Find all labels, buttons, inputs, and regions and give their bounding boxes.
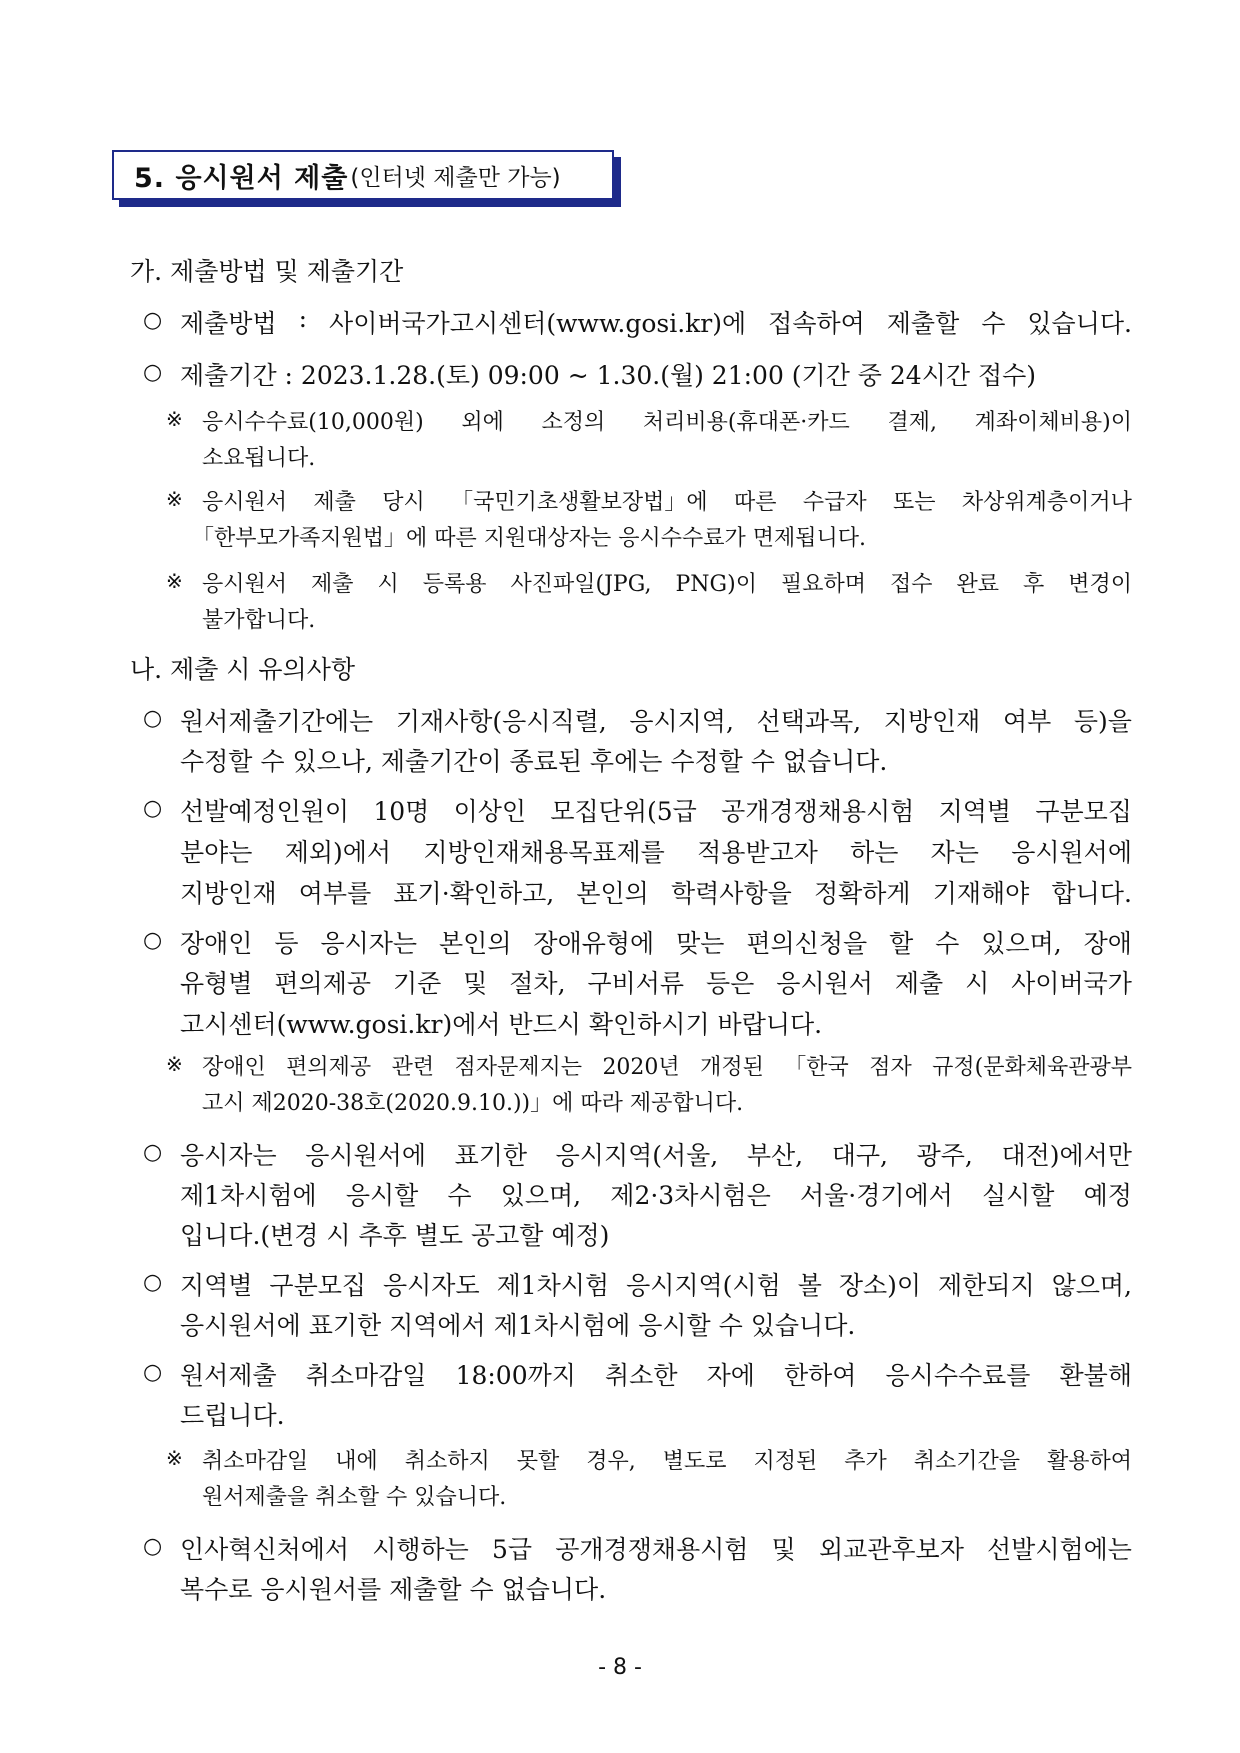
note-fee-line1: 응시수수료(10,000원) 외에 소정의 처리비용(휴대폰·카드 결제, 계좌이체비용)이	[202, 410, 1132, 435]
b7-line2: 복수로 응시원서를 제출할 수 없습니다.	[180, 1575, 607, 1604]
b4-line2: 제1차시험에 응시할 수 있으며, 제2·3차시험은 서울·경기에서 실시할 예정	[180, 1181, 1132, 1210]
note-exemption-line1: 응시원서 제출 당시 「국민기초생활보장법」에 따른 수급자 또는 차상위계층이거나	[202, 490, 1132, 515]
b2-line1: 선발예정인원이 10명 이상인 모집단위(5급 공개경쟁채용시험 지역별 구분모집	[180, 797, 1132, 826]
bullet-circle: ○	[143, 706, 163, 731]
section-heading-title: 5. 응시원서 제출	[134, 162, 349, 194]
b3-line3: 고시센터(www.gosi.kr)에서 반드시 확인하시기 바랍니다.	[180, 1010, 823, 1039]
b6-note-line1: 취소마감일 내에 취소하지 못할 경우, 별도로 지정된 추가 취소기간을 활용하여	[202, 1449, 1132, 1474]
note-fee-line2: 소요됩니다.	[202, 446, 316, 471]
bullet-circle: ○	[143, 1140, 163, 1165]
bullet-circle: ○	[143, 1534, 163, 1559]
b2-line2: 분야는 제외)에서 지방인재채용목표제를 적용받고자 하는 자는 응시원서에	[180, 838, 1132, 867]
bullet-circle: ○	[143, 360, 163, 385]
note-photo-line2: 불가합니다.	[202, 608, 316, 633]
b1-line1: 원서제출기간에는 기재사항(응시직렬, 응시지역, 선택과목, 지방인재 여부 등)을	[180, 707, 1132, 736]
bullet-circle: ○	[143, 308, 163, 333]
b7-line1: 인사혁신처에서 시행하는 5급 공개경쟁채용시험 및 외교관후보자 선발시험에는	[180, 1535, 1132, 1564]
page-number: - 8 -	[598, 1655, 642, 1680]
b6-line2: 드립니다.	[180, 1401, 285, 1430]
period-text: 제출기간 : 2023.1.28.(토) 09:00 ~ 1.30.(월) 21:00 (기간 중 24시간 접수)	[180, 361, 1037, 390]
bullet-circle: ○	[143, 796, 163, 821]
b2-line3: 지방인재 여부를 표기·확인하고, 본인의 학력사항을 정확하게 기재해야 합니다.	[180, 879, 1132, 908]
section-a-title: 가. 제출방법 및 제출기간	[130, 257, 404, 286]
bullet-circle: ○	[143, 928, 163, 953]
note-mark: ※	[166, 1446, 183, 1470]
note-mark: ※	[166, 487, 183, 511]
section-heading-box	[112, 150, 614, 200]
note-mark: ※	[166, 407, 183, 431]
b3-line2: 유형별 편의제공 기준 및 절차, 구비서류 등은 응시원서 제출 시 사이버국가	[180, 969, 1132, 998]
note-mark: ※	[166, 569, 183, 593]
b4-line1: 응시자는 응시원서에 표기한 응시지역(서울, 부산, 대구, 광주, 대전)에서만	[180, 1141, 1132, 1170]
method-text: 제출방법 : 사이버국가고시센터(www.gosi.kr)에 접속하여 제출할 수 있습니다.	[180, 304, 1132, 338]
bullet-circle: ○	[143, 1360, 163, 1385]
note-photo-line1: 응시원서 제출 시 등록용 사진파일(JPG, PNG)이 필요하며 접수 완료 후 변경이	[202, 572, 1132, 597]
b5-line1: 지역별 구분모집 응시자도 제1차시험 응시지역(시험 볼 장소)이 제한되지 않으며,	[180, 1271, 1132, 1300]
b6-note-line2: 원서제출을 취소할 수 있습니다.	[202, 1485, 507, 1510]
note-mark: ※	[166, 1052, 183, 1076]
b5-line2: 응시원서에 표기한 지역에서 제1차시험에 응시할 수 있습니다.	[180, 1311, 856, 1340]
section-heading-subtitle: (인터넷 제출만 가능)	[350, 164, 561, 191]
b6-line1: 원서제출 취소마감일 18:00까지 취소한 자에 한하여 응시수수료를 환불해	[180, 1361, 1132, 1390]
bullet-circle: ○	[143, 1270, 163, 1295]
section-b-title: 나. 제출 시 유의사항	[130, 655, 355, 684]
b4-line3: 입니다.(변경 시 추후 별도 공고할 예정)	[180, 1221, 610, 1250]
b1-line2: 수정할 수 있으나, 제출기간이 종료된 후에는 수정할 수 없습니다.	[180, 747, 888, 776]
b3-line1: 장애인 등 응시자는 본인의 장애유형에 맞는 편의신청을 할 수 있으며, 장애	[180, 929, 1132, 958]
b3-note-line2: 고시 제2020-38호(2020.9.10.))」에 따라 제공합니다.	[202, 1091, 744, 1116]
b3-note-line1: 장애인 편의제공 관련 점자문제지는 2020년 개정된 「한국 점자 규정(문화체육관광부	[202, 1055, 1132, 1080]
note-exemption-line2: 「한부모가족지원법」에 따른 지원대상자는 응시수수료가 면제됩니다.	[192, 526, 867, 551]
